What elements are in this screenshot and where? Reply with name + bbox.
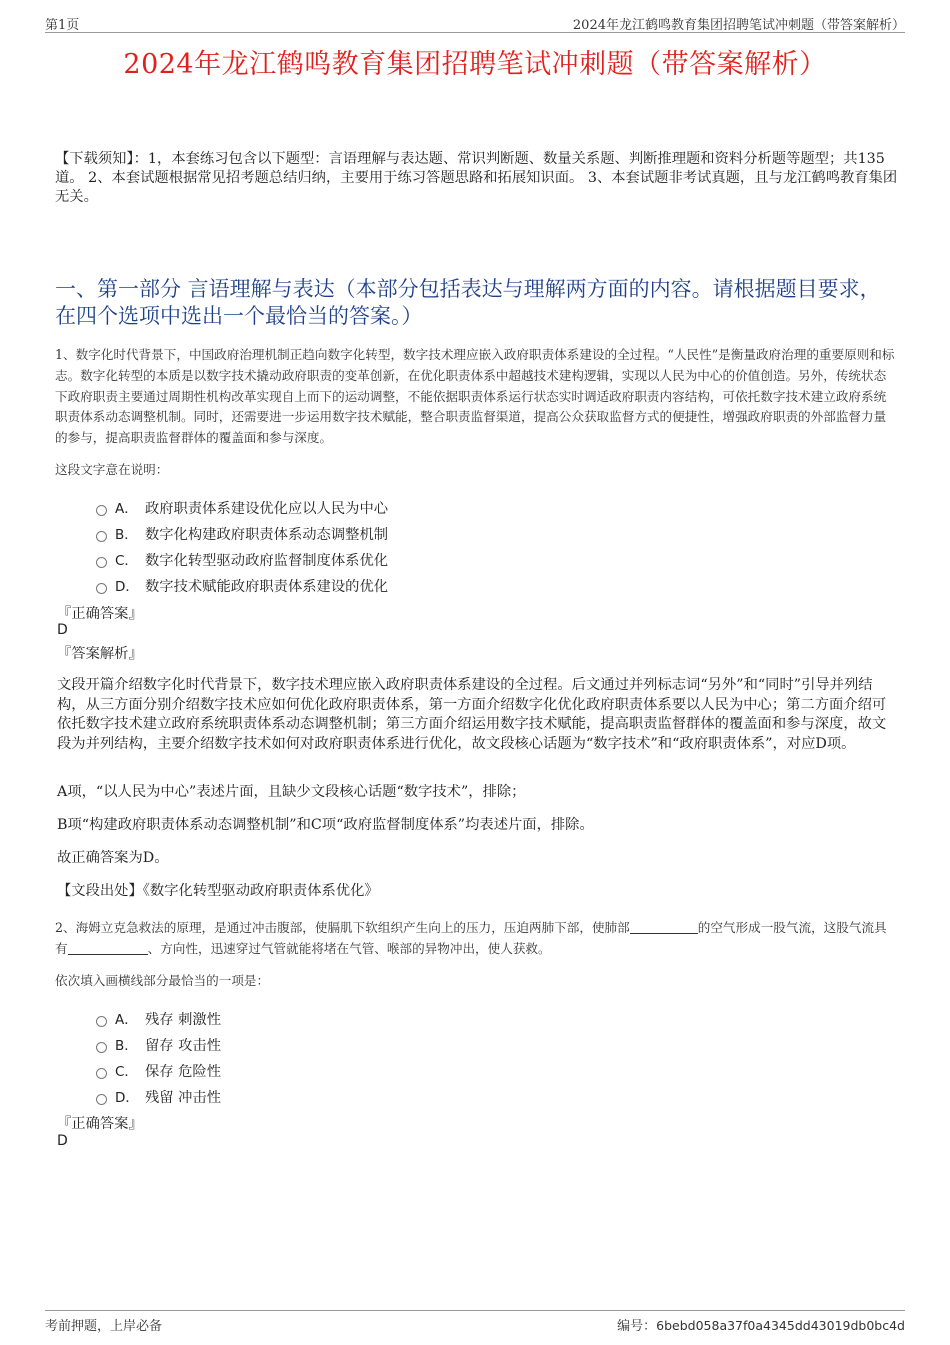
question-1-source: 【文段出处】《数字化转型驱动政府职责体系优化》 [57, 883, 379, 899]
header-doc-title: 2024年龙江鹤鸣教育集团招聘笔试冲刺题（带答案解析） [572, 18, 905, 33]
question-1-answer-label: 『正确答案』 [57, 606, 143, 622]
question-1-option-b[interactable]: B． 数字化构建政府职责体系动态调整机制 [96, 523, 388, 544]
fill-blank-1[interactable] [630, 921, 698, 934]
radio-icon[interactable] [96, 1042, 107, 1053]
radio-icon[interactable] [96, 1016, 107, 1027]
page-footer [45, 1310, 905, 1334]
question-1-option-c[interactable]: C． 数字化转型驱动政府监督制度体系优化 [96, 549, 388, 570]
question-1-answer: D [57, 622, 68, 638]
question-2-option-c[interactable]: C． 保存 危险性 [96, 1060, 221, 1081]
section-heading: 一、第一部分 言语理解与表达（本部分包括表达与理解两方面的内容。请根据题目要求，在四个选项中选出一个最恰当的答案。） [55, 277, 881, 328]
question-2-answer-label: 『正确答案』 [57, 1116, 143, 1132]
fill-blank-2[interactable] [68, 942, 148, 955]
question-1-option-d[interactable]: D． 数字技术赋能政府职责体系建设的优化 [96, 575, 388, 596]
radio-icon[interactable] [96, 583, 107, 594]
radio-icon[interactable] [96, 1068, 107, 1079]
page-number: 第1页 [45, 18, 80, 33]
footer-slogan: 考前押题，上岸必备 [45, 1319, 163, 1334]
footer-code: 编号：6bebd058a37f0a4345dd43019db0bc4d [617, 1318, 905, 1334]
question-1-stem: 1、数字化时代背景下，中国政府治理机制正趋向数字化转型，数字技术理应嵌入政府职责体系建设的全过程。“人民性”是衡量政府治理的重要原则和标志。数字化转型的本质是以数字技术撬动政府职责的变革创新，在优化职责体系中超越技术建构逻辑，实现以人民为中心的价值创造。另外，传统状态下政府职责主要通过周期性机构改革实现自上而下的运动调整，不能依据职责体系运行状态实时调适政府职责内容结构，可依托数字技术建立政府系统职责体系动态调整机制。同时，还需要进一步运用数字技术赋能，整合职责监督渠道，提高公众获取监督方式的便捷性，增强政府职责的外部监督力量的参与，提高职责监督群体的覆盖面和参与深度。 [55, 347, 895, 446]
radio-icon[interactable] [96, 557, 107, 568]
question-1-option-a[interactable]: A． 政府职责体系建设优化应以人民为中心 [96, 497, 388, 518]
question-1-prompt: 这段文字意在说明： [55, 462, 169, 477]
radio-icon[interactable] [96, 1094, 107, 1105]
question-1-conclusion: 故正确答案为D。 [57, 850, 169, 866]
question-1-analysis-a: A项，“以人民为中心”表述片面，且缺少文段核心话题“数字技术”，排除； [57, 784, 526, 800]
question-2-answer: D [57, 1133, 68, 1149]
question-2-option-a[interactable]: A． 残存 刺激性 [96, 1008, 221, 1029]
question-1-analysis-label: 『答案解析』 [57, 646, 143, 662]
question-1-analysis-bc: B项“构建政府职责体系动态调整机制”和C项“政府监督制度体系”均表述片面，排除。 [57, 817, 594, 833]
question-2-option-d[interactable]: D． 残留 冲击性 [96, 1086, 221, 1107]
question-2-option-b[interactable]: B． 留存 攻击性 [96, 1034, 221, 1055]
question-2-prompt: 依次填入画横线部分最恰当的一项是： [55, 973, 270, 988]
radio-icon[interactable] [96, 505, 107, 516]
question-1-analysis: 文段开篇介绍数字化时代背景下，数字技术理应嵌入政府职责体系建设的全过程。后文通过并列标志词“另外”和“同时”引导并列结构，从三方面分别介绍数字技术应如何优化政府职责体系，第一方面介绍数字化优化政府职责体系要以人民为中心；第二方面介绍可依托数字技术建立政府系统职责体系动态调整机制；第三方面介绍运用数字技术赋能，提高职责监督群体的覆盖面和参与深度，故文段为并列结构，主要介绍数字技术如何对政府职责体系进行优化，故文段核心话题为“数字技术”和“政府职责体系”，对应D项。 [57, 677, 887, 752]
question-2-stem: 2、海姆立克急救法的原理，是通过冲击腹部，使膈肌下软组织产生向上的压力，压迫两肺下部，使肺部 的空气形成一股气流，这股气流具有 、方向性，迅速穿过气管就能将堵在气管、喉部的异物冲出，使人获救。 [55, 920, 887, 956]
document-title: 2024年龙江鹤鸣教育集团招聘笔试冲刺题（带答案解析） [123, 49, 827, 80]
radio-icon[interactable] [96, 531, 107, 542]
download-notice: 【下载须知】：1，本套练习包含以下题型：言语理解与表达题、常识判断题、数量关系题、判断推理题和资料分析题等题型；共135道。 2、本套试题根据常见招考题总结归纳，主要用于练习答题思路和拓展知识面。 3、本套试题非考试真题，且与龙江鹤鸣教育集团无关。 [55, 151, 898, 205]
page-header [45, 12, 905, 33]
